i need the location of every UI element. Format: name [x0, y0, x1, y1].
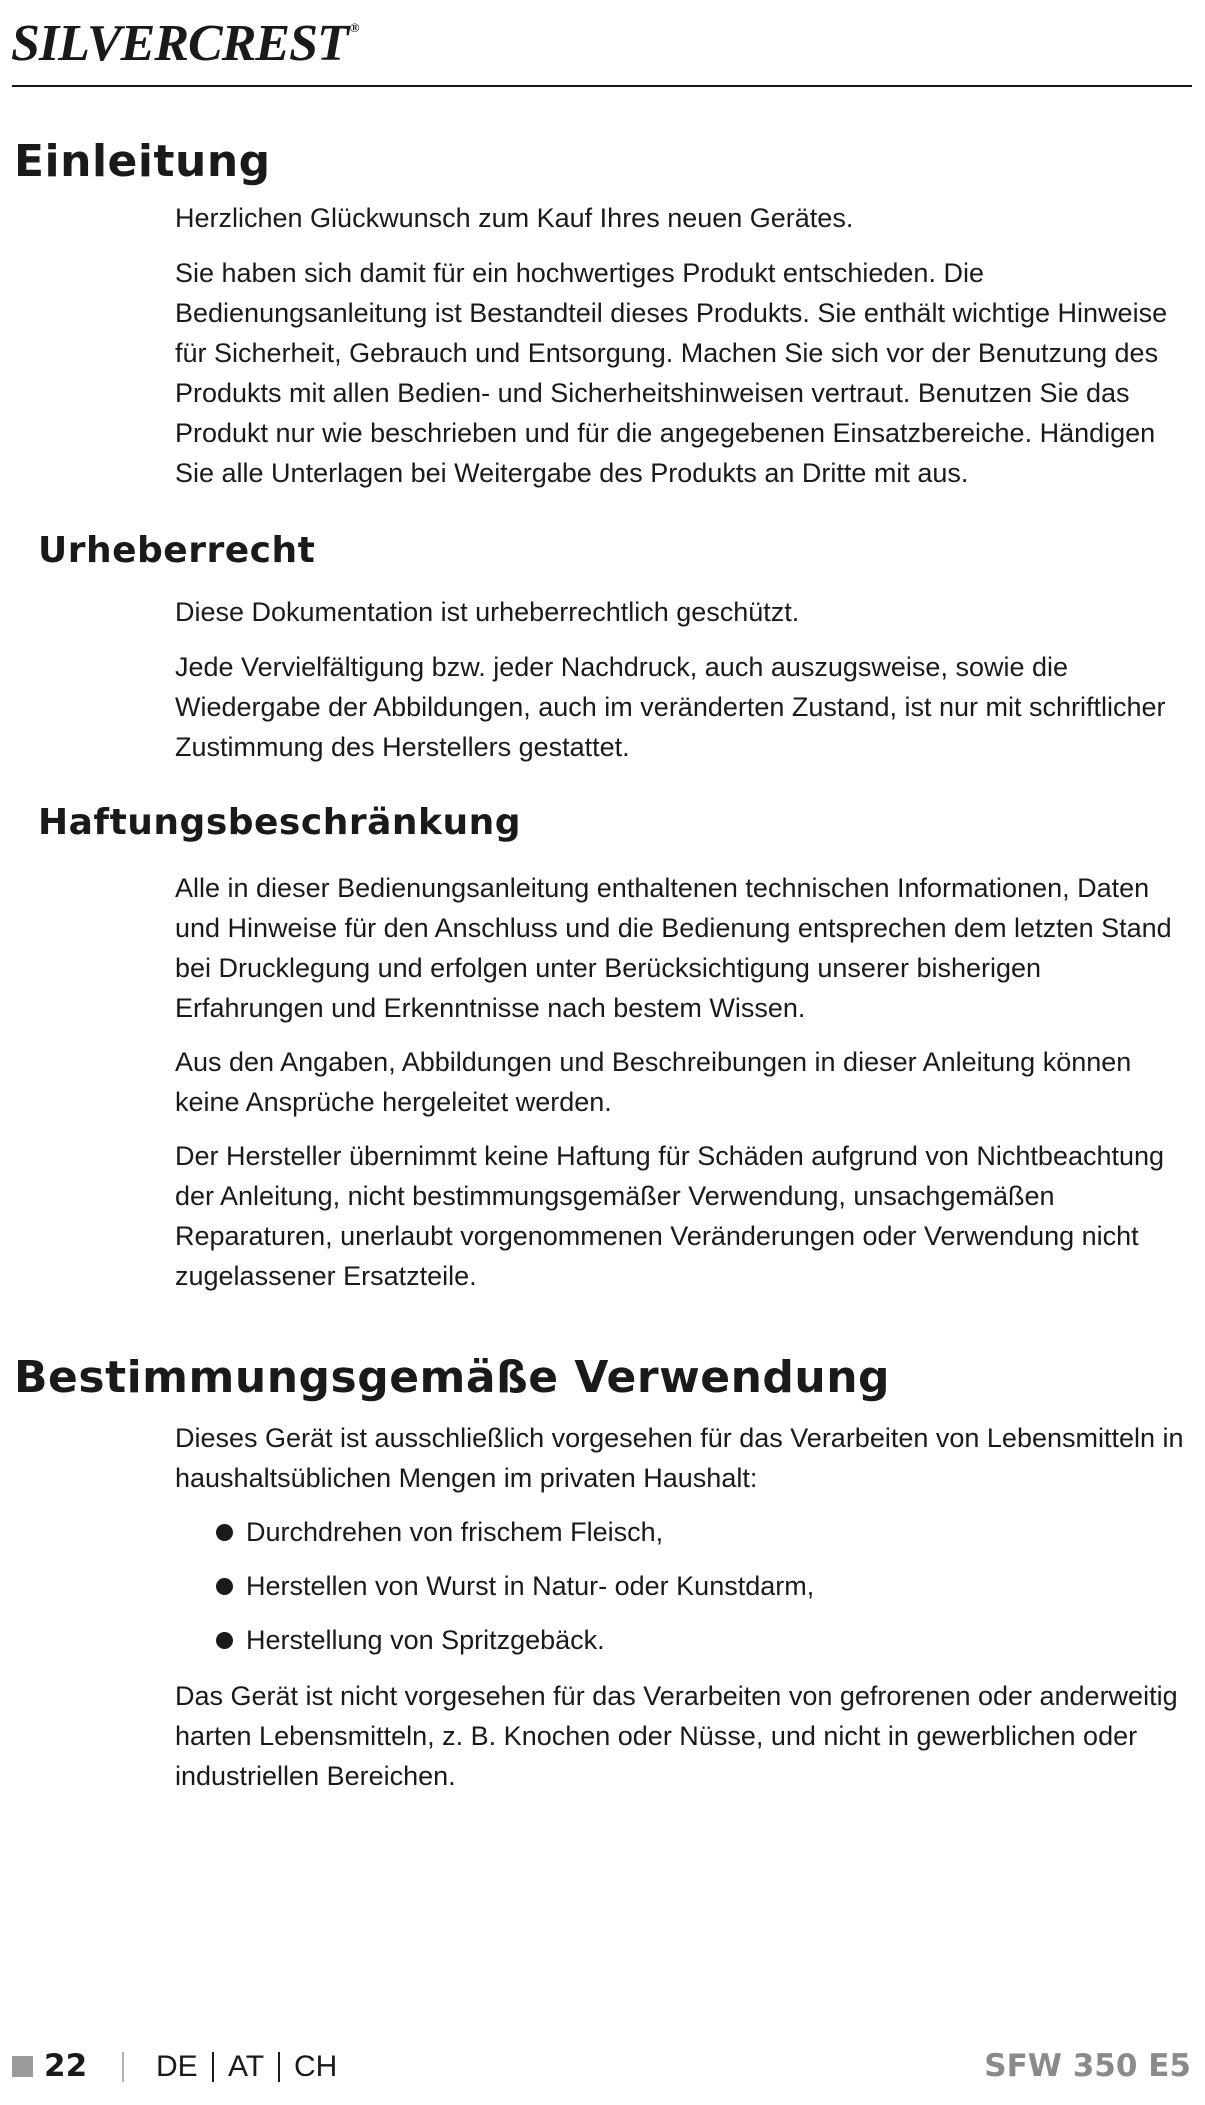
heading-bestimmungsgemaesse-verwendung: Bestimmungsgemäße Verwendung: [14, 1352, 891, 1403]
list-item: [218, 1620, 605, 1660]
list-item: [218, 1512, 663, 1552]
paragraph-einleitung-1: Herzlichen Glückwunsch zum Kauf Ihres neuen Gerätes.: [175, 203, 854, 233]
language-divider: [212, 2052, 214, 2082]
paragraph-urheberrecht-1: Diese Dokumentation ist urheberrechtlich geschützt.: [175, 597, 800, 627]
model-number: SFW 350 E5: [984, 2048, 1191, 2084]
page-footer: [0, 2048, 1205, 2092]
language-de: DE: [156, 2050, 198, 2083]
header-divider: [12, 85, 1192, 87]
list-item-text: Herstellen von Wurst in Natur- oder Kunstdarm,: [246, 1571, 815, 1601]
paragraph-einleitung-2: Sie haben sich damit für ein hochwertiges Produkt entschieden. Die Bedienungsanleitung ist Bestandteil dieses Produkts. Sie enthält wichtige Hinweise für Sicherheit, Gebrauch und Entsorgung. Machen Sie sich vor der Benutzung des Produkts mit allen Bedien- und Sicherheitshinweisen vertraut. Benutzen Sie das Produkt nur wie beschrieben und für die angegebenen Einsatzbereiche. Händigen Sie alle Unterlagen bei Weitergabe des Produkts an Dritte mit aus.: [175, 258, 1168, 488]
registered-mark: ®: [349, 20, 359, 35]
list-item: [218, 1566, 814, 1606]
language-ch: CH: [294, 2050, 338, 2083]
paragraph-urheberrecht-2: Jede Vervielfältigung bzw. jeder Nachdruck, auch auszugsweise, sowie die Wiedergabe der Abbildungen, auch im veränderten Zustand, ist nur mit schriftlicher Zustimmung des Herstellers gestattet.: [175, 652, 1166, 762]
paragraph-haftung-3: Der Hersteller übernimmt keine Haftung für Schäden aufgrund von Nichtbeachtung der Anleitung, nicht bestimmungsgemäßer Verwendung, unsachgemäßen Reparaturen, unerlaubt vorgenommenen Veränderungen oder Verwendung nicht zugelassener Ersatzteile.: [175, 1141, 1165, 1291]
language-at: AT: [228, 2050, 265, 2083]
brand-name: SILVERCREST: [11, 15, 348, 72]
paragraph-haftung-1: Alle in dieser Bedienungsanleitung enthaltenen technischen Informationen, Daten und Hinweise für den Anschluss und die Bedienung entsprechen dem letzten Stand bei Drucklegung und erfolgen unter Berücksichtigung unserer bisherigen Erfahrungen und Erkenntnisse nach bestem Wissen.: [175, 873, 1172, 1023]
language-divider: [278, 2052, 280, 2082]
bullet-dot-icon: [216, 1632, 233, 1649]
page-number: 22: [44, 2048, 88, 2084]
paragraph-haftung-2: Aus den Angaben, Abbildungen und Beschreibungen in dieser Anleitung können keine Ansprüche hergeleitet werden.: [175, 1047, 1132, 1117]
bullet-dot-icon: [216, 1524, 233, 1541]
paragraph-verwendung-intro: Dieses Gerät ist ausschließlich vorgesehen für das Verarbeiten von Lebensmitteln in haushaltsüblichen Mengen im privaten Haushalt:: [175, 1423, 1184, 1493]
brand-logo: [11, 14, 359, 73]
heading-urheberrecht: Urheberrecht: [38, 530, 316, 571]
paragraph-verwendung-outro: Das Gerät ist nicht vorgesehen für das Verarbeiten von gefrorenen oder anderweitig harten Lebensmitteln, z. B. Knochen oder Nüsse, und nicht in gewerblichen oder industriellen Bereichen.: [175, 1681, 1178, 1791]
bullet-dot-icon: [216, 1578, 233, 1595]
heading-einleitung: Einleitung: [14, 136, 271, 187]
heading-haftungsbeschraenkung: Haftungsbeschränkung: [38, 802, 521, 843]
footer-square-icon: [12, 2056, 33, 2077]
list-item-text: Herstellung von Spritzgebäck.: [246, 1625, 605, 1655]
list-item-text: Durchdrehen von frischem Fleisch,: [246, 1517, 664, 1547]
footer-divider: [122, 2052, 124, 2082]
